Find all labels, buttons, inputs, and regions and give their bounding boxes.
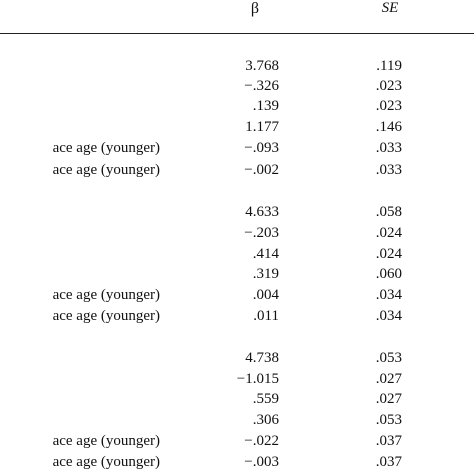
- beta-value: .011: [253, 308, 279, 324]
- table-row: [0, 117, 474, 137]
- beta-value: 4.738: [245, 350, 279, 366]
- beta-value: .004: [252, 287, 279, 303]
- row-label: ace age (younger): [52, 454, 160, 470]
- beta-value: −.203: [244, 225, 279, 241]
- se-value: .024: [375, 246, 402, 262]
- beta-value: −.093: [244, 140, 279, 156]
- se-value: .053: [375, 412, 402, 428]
- beta-value: −1.015: [236, 371, 279, 387]
- se-value: .023: [375, 98, 402, 114]
- se-value: .034: [375, 308, 402, 324]
- table-row: [0, 244, 474, 264]
- row-label: ace age (younger): [52, 162, 160, 178]
- header-rule: [0, 33, 474, 34]
- beta-value: .306: [252, 412, 279, 428]
- table-row: [0, 369, 474, 389]
- beta-value: .559: [252, 391, 279, 407]
- beta-value: 1.177: [245, 119, 279, 135]
- se-value: .024: [375, 225, 402, 241]
- beta-value: −.003: [244, 454, 279, 470]
- se-value: .023: [375, 78, 402, 94]
- se-value: .037: [375, 433, 402, 449]
- table-row: [0, 348, 474, 368]
- beta-value: −.022: [244, 433, 279, 449]
- se-value: .033: [375, 162, 402, 178]
- table-row: [0, 431, 474, 451]
- table-row: [0, 138, 474, 158]
- table-row: [0, 202, 474, 222]
- table-row: [0, 410, 474, 430]
- row-label: ace age (younger): [52, 433, 160, 449]
- table-row: [0, 264, 474, 284]
- table-row: [0, 160, 474, 180]
- beta-value: .139: [252, 98, 279, 114]
- se-column-header: SE: [381, 0, 399, 16]
- beta-value: .319: [252, 266, 279, 282]
- beta-value: −.002: [244, 162, 279, 178]
- beta-value: 4.633: [245, 204, 279, 220]
- table-row: [0, 76, 474, 96]
- row-label: ace age (younger): [52, 308, 160, 324]
- table-row: [0, 285, 474, 305]
- row-label: ace age (younger): [52, 287, 160, 303]
- table-row: [0, 96, 474, 116]
- se-value: .034: [375, 287, 402, 303]
- table-row: [0, 223, 474, 243]
- se-value: .053: [375, 350, 402, 366]
- se-value: .146: [375, 119, 402, 135]
- table-header: [0, 0, 474, 30]
- table-row: [0, 389, 474, 409]
- table-row: [0, 306, 474, 326]
- beta-column-header: β: [250, 0, 260, 17]
- se-value: .027: [375, 391, 402, 407]
- se-value: .027: [375, 371, 402, 387]
- beta-value: .414: [252, 246, 279, 262]
- row-label: ace age (younger): [52, 140, 160, 156]
- se-value: .058: [375, 204, 402, 220]
- table-row: [0, 56, 474, 76]
- se-value: .119: [376, 58, 402, 74]
- se-value: .037: [375, 454, 402, 470]
- beta-value: −.326: [244, 78, 279, 94]
- table-row: [0, 452, 474, 472]
- se-value: .033: [375, 140, 402, 156]
- beta-value: 3.768: [245, 58, 279, 74]
- se-value: .060: [375, 266, 402, 282]
